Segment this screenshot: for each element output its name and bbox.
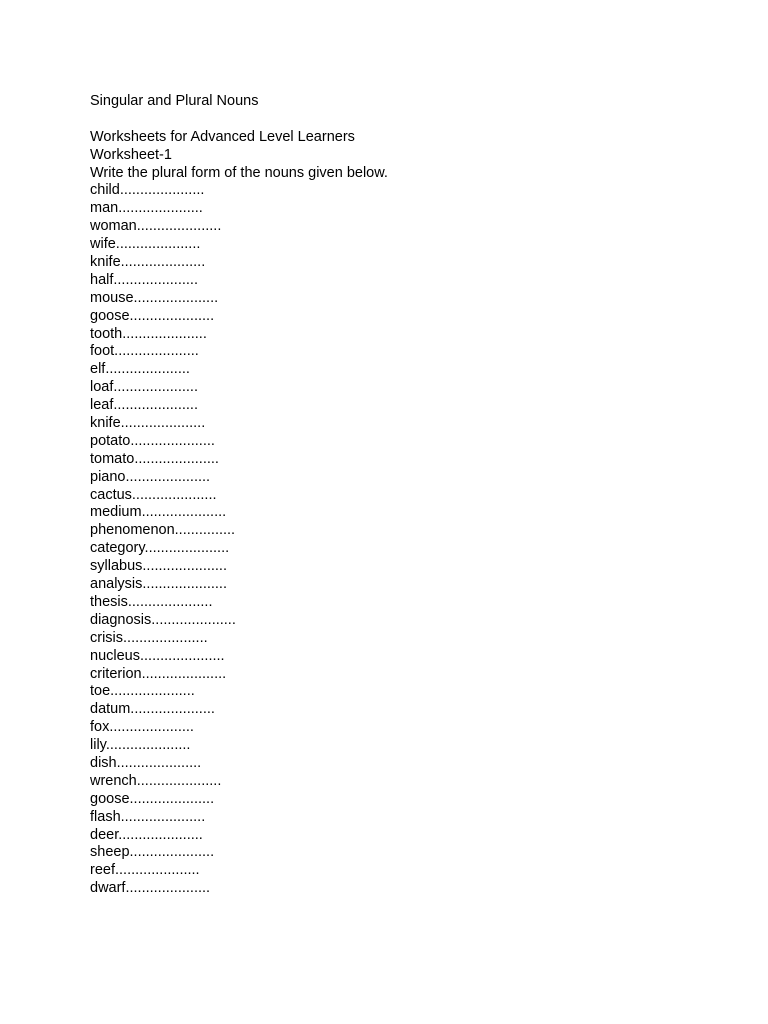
noun-item: fox..................... <box>90 719 194 736</box>
noun-item: flash..................... <box>90 808 206 825</box>
noun-item: dish..................... <box>90 754 202 771</box>
noun-item: sheep..................... <box>90 844 215 861</box>
noun-item: nucleus..................... <box>90 647 225 664</box>
noun-item: foot..................... <box>90 343 199 360</box>
page-title: Singular and Plural Nouns <box>90 93 259 109</box>
noun-item: analysis..................... <box>90 576 227 593</box>
noun-item: phenomenon............... <box>90 522 236 539</box>
worksheet-subtitle: Worksheets for Advanced Level Learners <box>90 128 355 145</box>
noun-item: dwarf..................... <box>90 880 211 897</box>
noun-item: woman..................... <box>90 218 222 235</box>
noun-item: cactus..................... <box>90 486 217 503</box>
noun-item: knife..................... <box>90 415 206 432</box>
noun-item: lily..................... <box>90 737 191 754</box>
noun-item: tomato..................... <box>90 450 219 467</box>
noun-item: man..................... <box>90 200 203 217</box>
noun-item: knife..................... <box>90 254 206 271</box>
noun-item: piano..................... <box>90 468 211 485</box>
noun-item: medium..................... <box>90 504 227 521</box>
noun-item: half..................... <box>90 271 198 288</box>
noun-item: goose..................... <box>90 790 215 807</box>
noun-item: wrench..................... <box>90 772 222 789</box>
noun-item: elf..................... <box>90 361 190 378</box>
noun-item: diagnosis..................... <box>90 611 236 628</box>
noun-item: toe..................... <box>90 683 195 700</box>
noun-item: tooth..................... <box>90 325 207 342</box>
noun-item: syllabus..................... <box>90 558 227 575</box>
instruction-text: Write the plural form of the nouns given below. <box>90 164 388 181</box>
noun-item: mouse..................... <box>90 289 219 306</box>
noun-item: goose..................... <box>90 307 215 324</box>
worksheet-label: Worksheet-1 <box>90 146 172 163</box>
noun-item: deer..................... <box>90 826 203 843</box>
noun-item: criterion..................... <box>90 665 227 682</box>
noun-list <box>90 182 690 898</box>
noun-item: crisis..................... <box>90 629 208 646</box>
noun-item: wife..................... <box>90 236 201 253</box>
noun-item: reef..................... <box>90 862 200 879</box>
noun-item: thesis..................... <box>90 593 213 610</box>
noun-item: leaf..................... <box>90 397 198 414</box>
noun-item: category..................... <box>90 540 230 557</box>
noun-item: datum..................... <box>90 701 215 718</box>
worksheet-page <box>90 93 690 898</box>
noun-item: loaf..................... <box>90 379 198 396</box>
noun-item: child..................... <box>90 182 205 199</box>
noun-item: potato..................... <box>90 432 215 449</box>
